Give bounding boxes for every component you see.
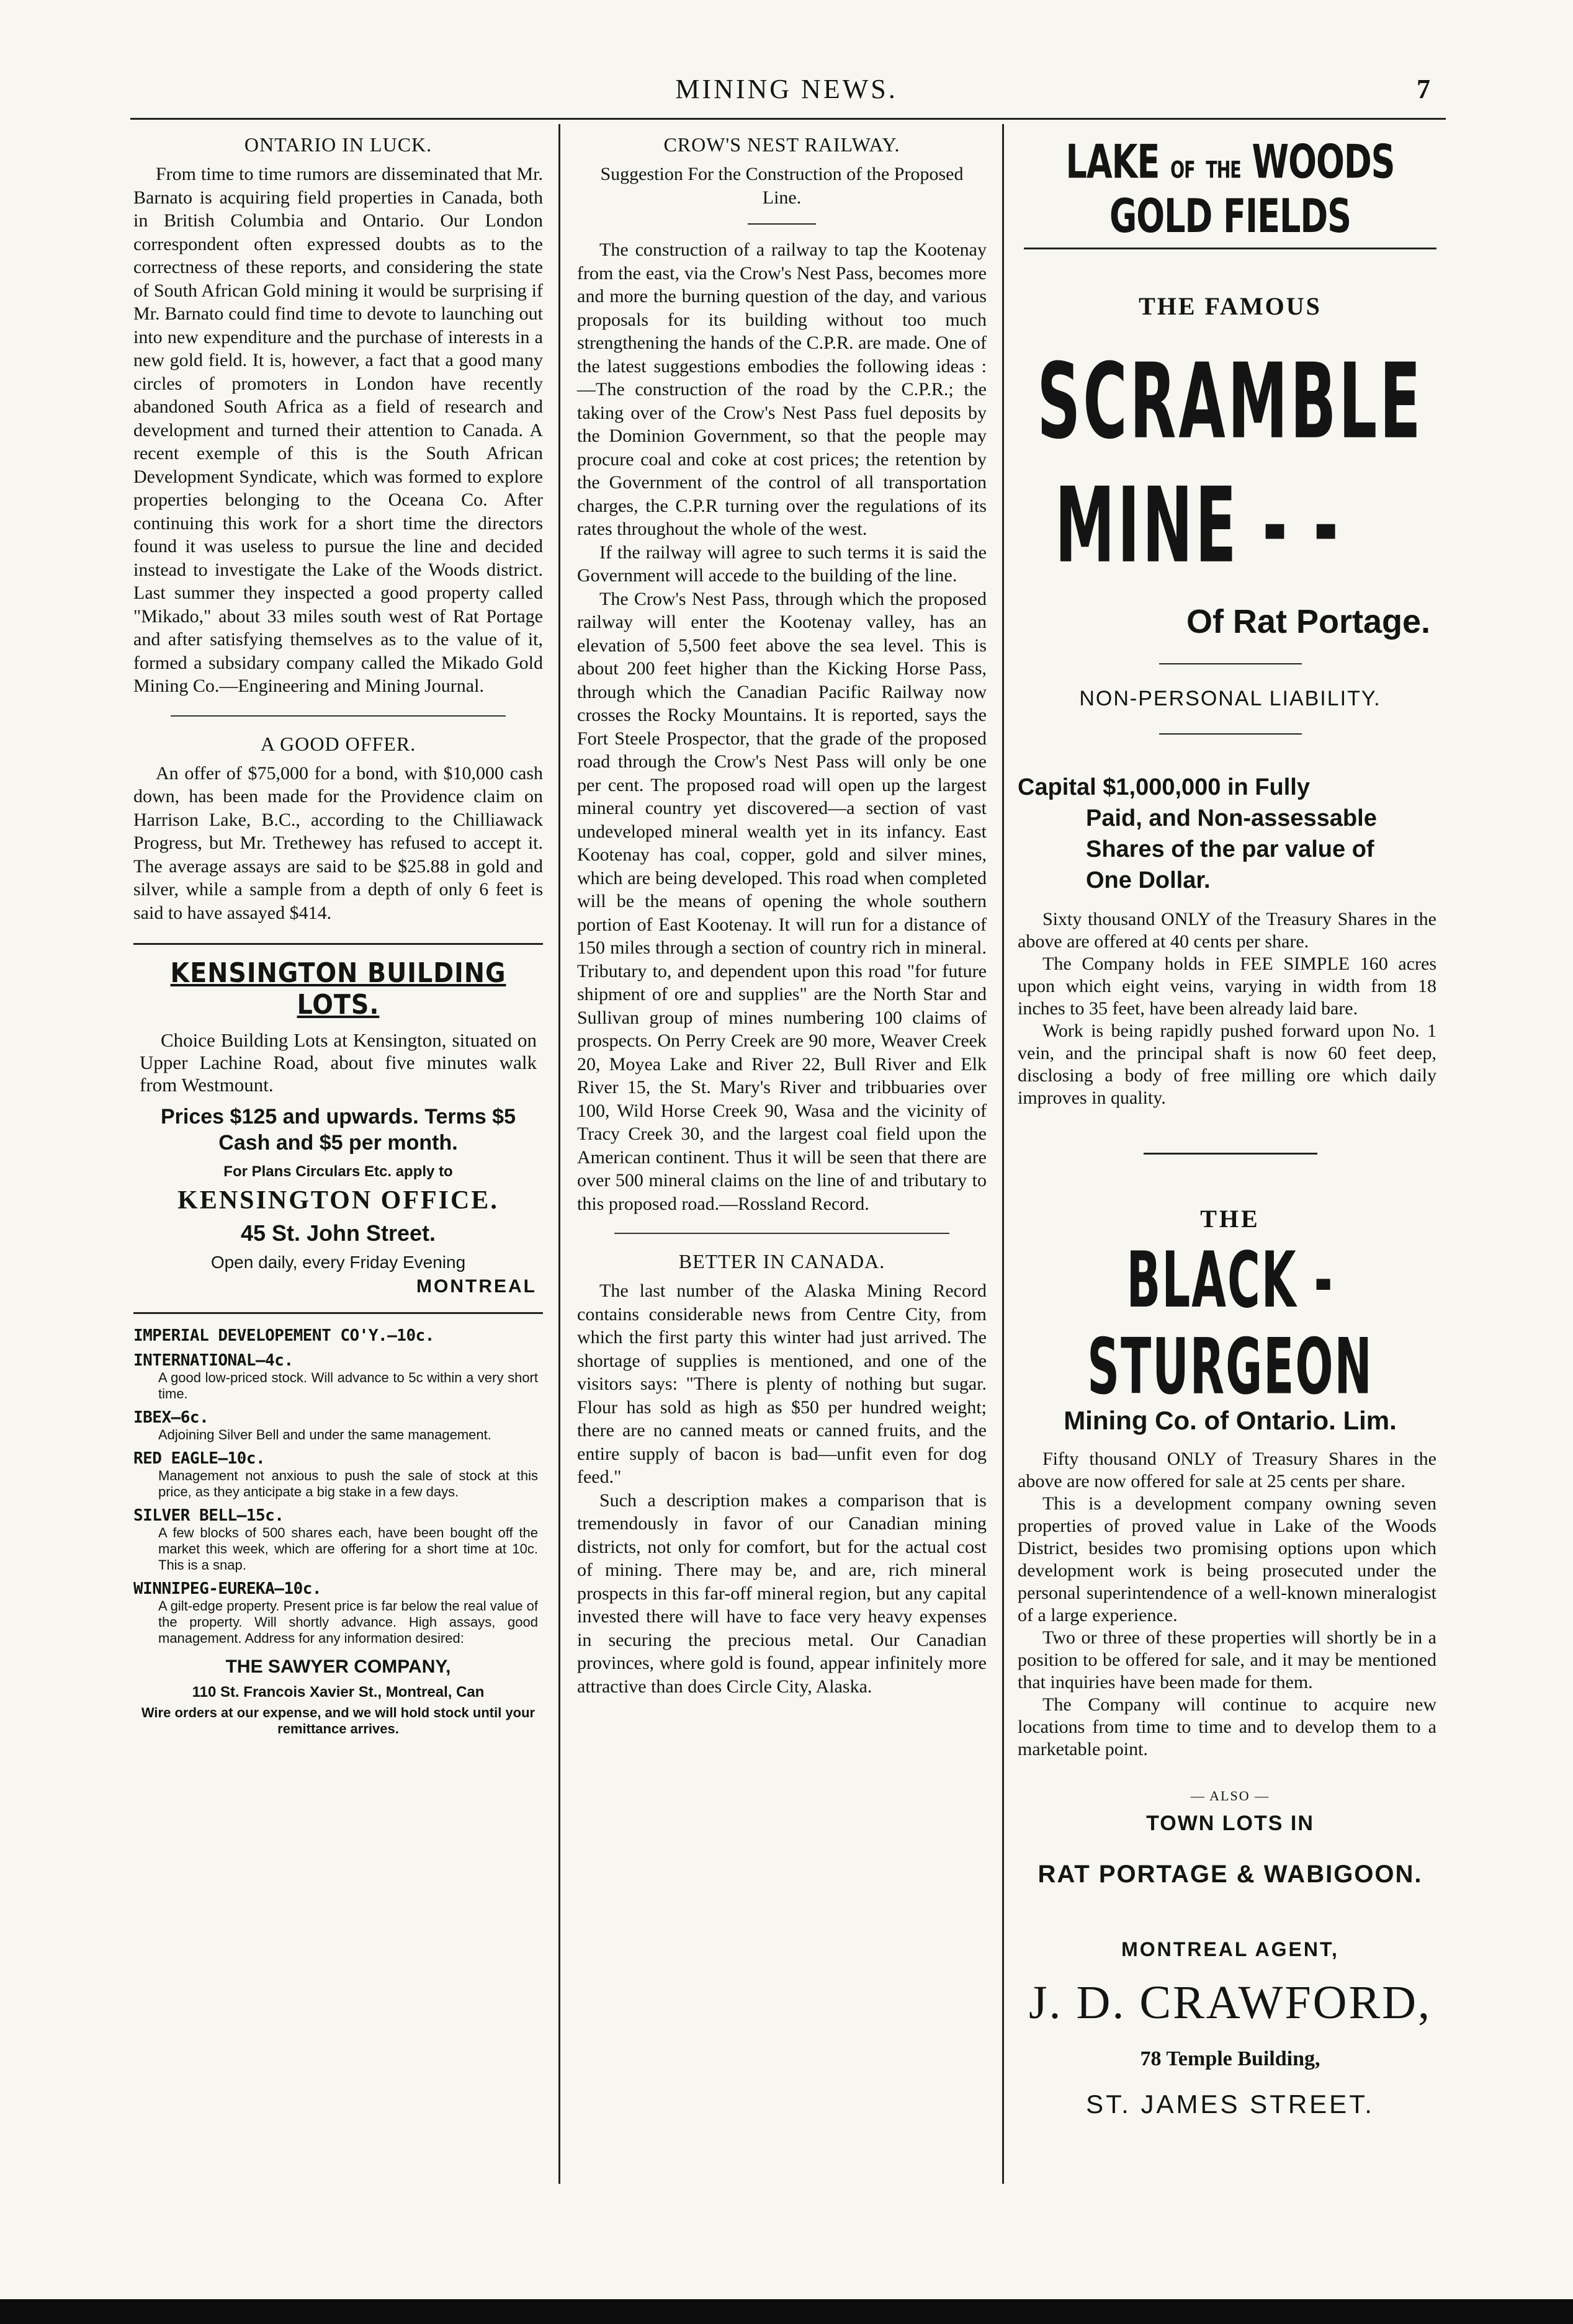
- column-2: [577, 133, 987, 1698]
- stock-item: [133, 1351, 543, 1402]
- article-a-good-offer: [133, 733, 543, 925]
- rat-portage-wabigoon: RAT PORTAGE & WABIGOON.: [1037, 1861, 1423, 1888]
- column-1: [133, 133, 543, 1737]
- stock-description: A good low-priced stock. Will advance to 5c within a very short time.: [158, 1370, 538, 1401]
- kensington-address: 45 St. John Street.: [240, 1220, 436, 1246]
- article-subheading: Suggestion For the Construction of the Proposed Line.: [600, 164, 964, 208]
- stock-name: IMPERIAL DEVELOPEMENT CO'Y.—10c.: [133, 1326, 434, 1345]
- black-sturgeon-title: BLACK - STURGEON: [1087, 1235, 1373, 1412]
- article-crows-nest-railway: [577, 133, 987, 1215]
- article-better-in-canada: [577, 1250, 987, 1698]
- rat-portage-subtitle: Of Rat Portage.: [1186, 603, 1430, 640]
- stock-description: Adjoining Silver Bell and under the same management.: [158, 1427, 491, 1442]
- stock-name: IBEX—6c.: [133, 1408, 209, 1427]
- kensington-hours: Open daily, every Friday Evening: [210, 1253, 466, 1272]
- scramble-paragraph: Work is being rapidly pushed forward upon No. 1 vein, and the principal shaft is now 60 feet deep, disclosing a body of free milling ore which daily improves in quality.: [1018, 1021, 1436, 1108]
- short-rule: [1159, 733, 1302, 735]
- article-paragraph: The last number of the Alaska Mining Record contains considerable news from Centre City, from which the first party this winter had just arrived. The shortage of supplies is mentioned, and one of the visitors says: "There is plenty of nothing but sugar. Flour has sold as high as $50 per hundred weight; there are no canned meats or canned fruits, and the entire supply of bacon is bad—unfit even for dog feed.": [577, 1280, 987, 1487]
- banner-word-small: THE: [1206, 156, 1241, 184]
- stock-item: [133, 1326, 543, 1345]
- mine-title: MINE - -: [1055, 466, 1341, 587]
- kensington-text: Choice Building Lots at Kensington, situated on Upper Lachine Road, about five minutes walk from Westmount.: [140, 1029, 537, 1096]
- article-paragraph: Such a description makes a comparison that is tremendously in favor of our Canadian mining districts, not only for comfort, but for the actual cost of mining. There may be, and are, rich mineral prospects in this far-off mineral region, but any capital invested there will have to face very heavy expenses in securing the precious metal. Our Canadian provinces, where gold is found, appear infinitely more attractive than does Circle City, Alaska.: [577, 1490, 987, 1697]
- stock-item: [133, 1580, 543, 1647]
- sawyer-company-name: THE SAWYER COMPANY,: [225, 1656, 451, 1677]
- banner-word-small: OF: [1170, 156, 1195, 184]
- header-rule: [130, 118, 1446, 120]
- scramble-paragraph: The Company holds in FEE SIMPLE 160 acres upon which eight veins, varying in width from 18 inches to 35 feet, have been already laid bare.: [1018, 954, 1436, 1019]
- article-separator: [614, 1233, 949, 1234]
- the-famous-label: THE FAMOUS: [1139, 292, 1322, 320]
- column-3-advertisement: [1018, 133, 1443, 2119]
- sawyer-company-note: Wire orders at our expense, and we will hold stock until your remittance arrives.: [141, 1705, 536, 1736]
- town-lots-label: TOWN LOTS IN: [1146, 1812, 1314, 1835]
- publication-title: MINING NEWS.: [675, 74, 898, 104]
- kensington-city: MONTREAL: [416, 1276, 537, 1297]
- scramble-title: SCRAMBLE: [1037, 342, 1423, 463]
- kensington-office: KENSINGTON OFFICE.: [177, 1186, 499, 1215]
- column-divider-1: [558, 124, 560, 2184]
- capital-line: Paid, and Non-assessable: [1086, 805, 1377, 831]
- scan-bottom-edge: [0, 2299, 1573, 2324]
- banner-word: WOODS GOLD FIELDS: [1109, 135, 1395, 244]
- kensington-prices: Prices $125 and upwards. Terms $5 Cash and $5 per month.: [161, 1105, 516, 1155]
- article-separator: [171, 715, 506, 717]
- kensington-advertisement: [133, 943, 543, 1297]
- article-paragraph: The construction of a railway to tap the Kootenay from the east, via the Crow's Nest Pass, becomes more and more the burning question of the day, and various proposals for its building without too much strengthening the hands of the C.P.R. are made. One of the latest suggestions embodies the following ideas :—The construction of the road by the C.P.R.; the taking over of the Crow's Nest Pass fuel deposits by the Dominion Government, so that the people may procure coal and coke at cost prices; the retention by the Government of the control of all transportation charges, the C.P.R turning over the regulations of its rates throughout the whole of the west.: [577, 239, 987, 539]
- mining-co-subtitle: Mining Co. of Ontario. Lim.: [1064, 1406, 1397, 1435]
- capital-line: Shares of the par value of: [1086, 836, 1374, 862]
- lake-of-the-woods-banner: [1018, 135, 1443, 244]
- article-paragraph: The Crow's Nest Pass, through which the proposed railway will enter the Kootenay valley, has an elevation of 5,500 feet above the sea level. This is about 200 feet higher than the Kicking Horse Pass, through which the Canadian Pacific Railway now crosses the Rocky Mountains. It is reported, says the Fort Steele Prospector, that the grade of the proposed road through the Crow's Nest Pass will only be one per cent. The proposed road will open up the largest mineral country yet discovered—a section of vast undeveloped mineral wealth yet in its infancy. East Kootenay has coal, copper, gold and silver mines, which are being developed. This road when completed will be the means of opening the whole southern portion of East Kootenay. It will run for a distance of 150 miles through a section of country rich in mineral. Tributary to, and dependent upon this road "for future shipment of ore and supplies" are the North Star and Sullivan group of mines numbering 100 claims of prospects. On Perry Creek are 90 more, Weaver Creek 20, Moyea Lake and River 22, Bull River and Elk River 15, the St. Mary's River and tribbuaries over 100, Wild Horse Creek 90, Wasa and the vicinity of Tracy Creek 30, and the largest coal field upon the American continent. Thus it will be seen that there are over 500 mineral claims on the line of and tributary to this proposed road.—Rossland Record.: [577, 588, 987, 1214]
- also-label: — ALSO —: [1190, 1788, 1270, 1803]
- sawyer-company-address: 110 St. Francois Xavier St., Montreal, Can: [192, 1684, 485, 1701]
- sturgeon-paragraph: The Company will continue to acquire new locations from time to time and to develop them to a marketable point.: [1018, 1694, 1436, 1759]
- capital-line: Capital $1,000,000 in Fully: [1018, 774, 1310, 800]
- stock-name: WINNIPEG-EUREKA—10c.: [133, 1580, 322, 1598]
- stock-item: [133, 1449, 543, 1500]
- article-ontario-in-luck: [133, 133, 543, 698]
- article-body: An offer of $75,000 for a bond, with $10,000 cash down, has been made for the Providence claim on Harrison Lake, B.C., according to the Chilliawack Progress, but Mr. Trethewey has refused to accept it. The average assays are said to be $25.88 in gold and silver, while a sample from a depth of only 6 feet is said to have assayed $414.: [133, 762, 543, 923]
- banner-underline: [1024, 248, 1436, 249]
- scramble-paragraph: Sixty thousand ONLY of the Treasury Shares in the above are offered at 40 cents per share.: [1018, 909, 1436, 952]
- article-heading: BETTER IN CANADA.: [678, 1250, 885, 1272]
- stock-description: A few blocks of 500 shares each, have been bought off the market this week, which are offering for a short time at 10c. This is a snap.: [158, 1525, 538, 1573]
- stock-item: [133, 1408, 543, 1443]
- agent-street: ST. JAMES STREET.: [1086, 2089, 1374, 2119]
- stock-name: RED EAGLE—10c.: [133, 1449, 266, 1468]
- banner-word: LAKE: [1065, 135, 1160, 189]
- article-heading: A GOOD OFFER.: [260, 732, 416, 755]
- page-header: [0, 68, 1573, 112]
- stock-description: A gilt-edge property. Present price is far below the real value of the property. Will shortly advance. High assays, good management. Address for any information desired:: [158, 1598, 538, 1646]
- stock-name: SILVER BELL—15c.: [133, 1506, 284, 1525]
- kensington-plans: For Plans Circulars Etc. apply to: [223, 1163, 453, 1180]
- stock-description: Management not anxious to push the sale of stock at this price, as they anticipate a big stake in a few days.: [158, 1468, 538, 1499]
- article-heading: CROW'S NEST RAILWAY.: [663, 133, 900, 156]
- article-heading: ONTARIO IN LUCK.: [244, 133, 432, 156]
- sturgeon-paragraph: Fifty thousand ONLY of Treasury Shares in the above are now offered for sale at 25 cents per share.: [1018, 1449, 1436, 1491]
- article-paragraph: If the railway will agree to such terms it is said the Government will accede to the building of the line.: [577, 542, 987, 586]
- stock-name: INTERNATIONAL—4c.: [133, 1351, 294, 1370]
- column-divider-2: [1002, 124, 1004, 2184]
- kensington-title: KENSINGTON BUILDING LOTS.: [170, 957, 506, 1021]
- short-rule: [1159, 663, 1302, 664]
- stock-list-advertisement: [133, 1312, 543, 1737]
- sturgeon-paragraph: Two or three of these properties will shortly be in a position to be offered for sale, and it may be mentioned that inquiries have been made for them.: [1018, 1627, 1436, 1692]
- agent-name: J. D. CRAWFORD,: [1028, 1977, 1432, 2029]
- section-rule: [1144, 1153, 1317, 1155]
- non-personal-liability: NON-PERSONAL LIABILITY.: [1079, 687, 1381, 710]
- agent-building: 78 Temple Building,: [1140, 2047, 1320, 2070]
- sturgeon-paragraph: This is a development company owning seven properties of proved value in Lake of the Woods District, besides two promising options upon which development work is being prosecuted under the personal superintendence of a well-known mineralogist of a large experience.: [1018, 1493, 1436, 1625]
- article-body: From time to time rumors are disseminated that Mr. Barnato is acquiring field properties in Canada, both in British Columbia and Ontario. Our London correspondent often expressed doubts as to the correctness of these reports, and considering the state of South African Gold mining it would be surprising if Mr. Barnato could find time to devote to launching out into new expenditure and the purchase of interests in a new gold field. It is, however, a fact that a good many circles of promoters in London have recently abandoned South Africa as a field of research and development and turned their attention to Canada. A recent exemple of this is the South African Development Syndicate, which was formed to explore properties belonging to the Oceana Co. After continuing this work for a short time the directors found it was useless to pursue the line and decided instead to investigate the Lake of the Woods district. Last summer they inspected a good property called "Mikado," about 33 miles south west of Rat Portage and after satisfying themselves as to the value of it, formed a subsidary company called the Mikado Gold Mining Co.—Engineering and Mining Journal.: [133, 164, 543, 696]
- page-number: 7: [1417, 74, 1430, 104]
- stock-item: [133, 1506, 543, 1573]
- capital-statement: [1018, 772, 1436, 896]
- the-label: THE: [1200, 1205, 1260, 1233]
- montreal-agent-label: MONTREAL AGENT,: [1121, 1938, 1339, 1960]
- short-rule: [748, 223, 816, 225]
- capital-line: One Dollar.: [1086, 867, 1211, 893]
